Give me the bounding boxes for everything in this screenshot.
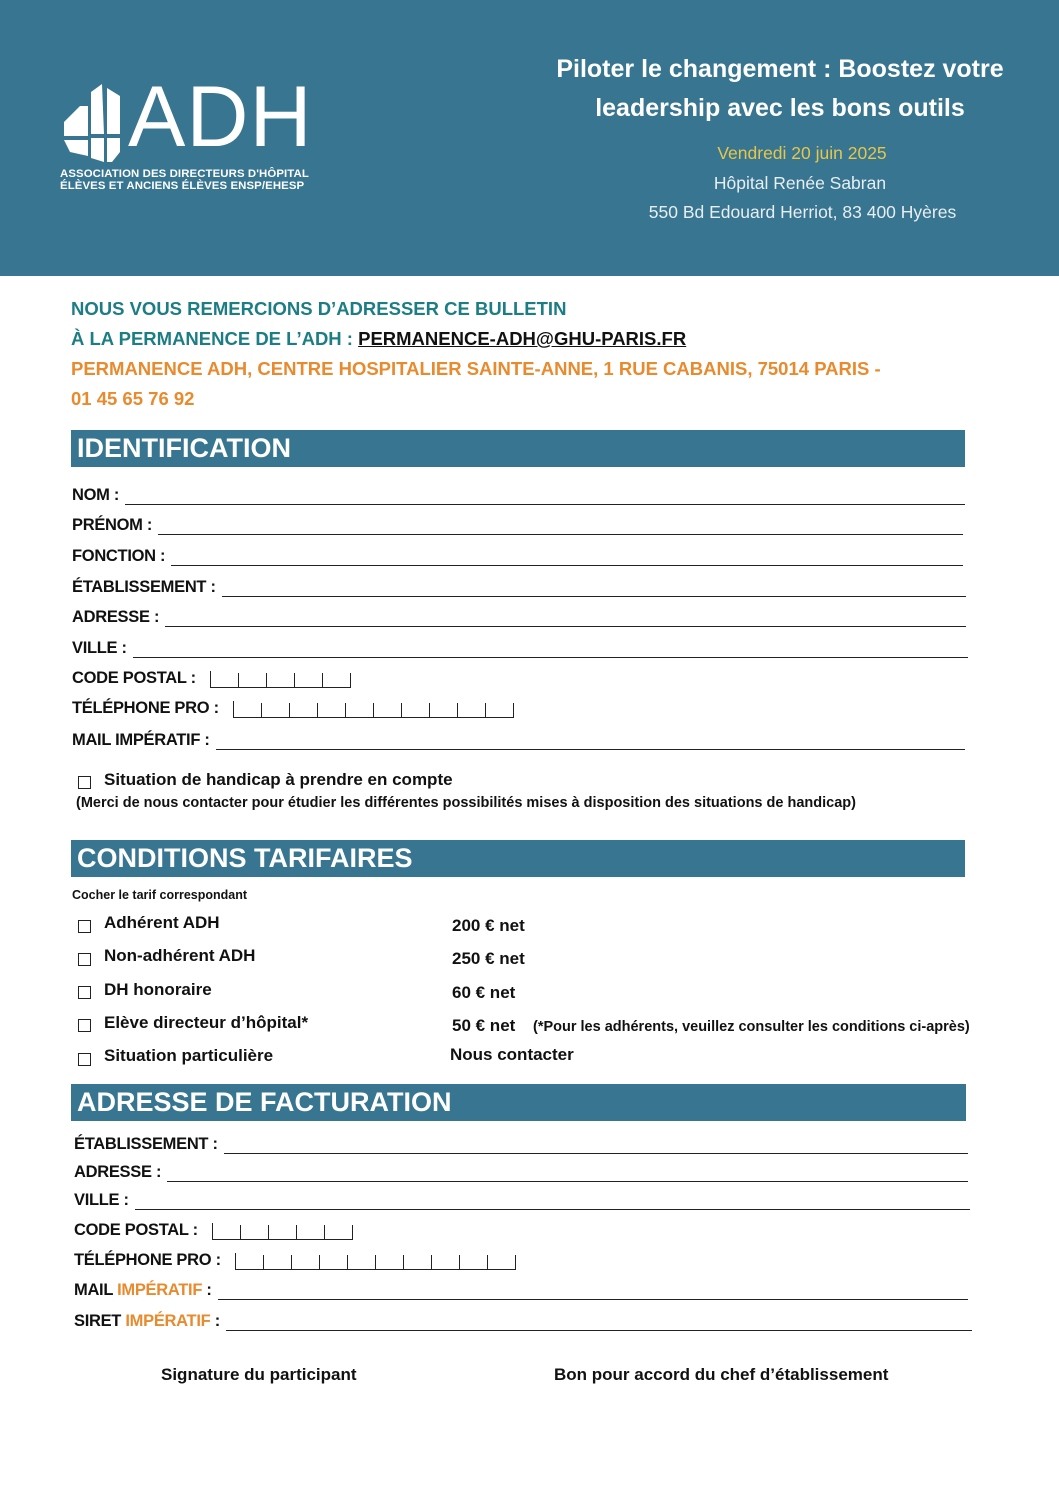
handicap-checkbox[interactable] xyxy=(78,776,91,789)
ville-field[interactable] xyxy=(72,636,968,658)
etablissement-field[interactable] xyxy=(72,575,966,597)
fact-mail-field[interactable] xyxy=(74,1278,968,1300)
fact-telephone-label: TÉLÉPHONE PRO : xyxy=(74,1251,221,1269)
tarif-checkbox-non-adherent[interactable] xyxy=(78,953,91,966)
mail-field[interactable] xyxy=(72,728,965,750)
tarif-price-eleve: 50 € net xyxy=(452,1016,516,1035)
ville-label: VILLE : xyxy=(72,639,127,657)
ville-line[interactable] xyxy=(133,643,968,658)
fact-telephone-boxes[interactable] xyxy=(235,1253,516,1270)
tarif-checkbox-eleve[interactable] xyxy=(78,1019,91,1032)
event-title-line1: Piloter le changement : Boostez votre xyxy=(556,55,1004,83)
logo-subtitle xyxy=(60,168,309,192)
nom-field[interactable] xyxy=(72,483,965,505)
fonction-field[interactable] xyxy=(72,544,963,566)
etablissement-line[interactable] xyxy=(222,582,966,597)
event-date: Vendredi 20 juin 2025 xyxy=(717,143,887,163)
fact-adresse-field[interactable] xyxy=(74,1160,968,1182)
logo-subtitle-line1: ASSOCIATION DES DIRECTEURS D'HÔPITAL xyxy=(60,168,309,180)
fact-telephone-field[interactable] xyxy=(74,1248,516,1270)
logo-subtitle-line2: ÉLÈVES ET ANCIENS ÉLÈVES ENSP/EHESP xyxy=(60,180,305,192)
intro-line2 xyxy=(71,328,686,350)
identification-heading: IDENTIFICATION xyxy=(71,430,965,467)
fact-adresse-line[interactable] xyxy=(167,1167,968,1182)
handicap-label: Situation de handicap à prendre en compte xyxy=(104,770,453,789)
fact-code-postal-boxes[interactable] xyxy=(212,1223,353,1240)
tarif-footnote: (*Pour les adhérents, veuillez consulter les conditions ci-après) xyxy=(533,1019,970,1035)
fact-mail-prefix: MAIL xyxy=(74,1281,113,1299)
code-postal-label: CODE POSTAL : xyxy=(72,669,196,687)
tarif-label-non-adherent: Non-adhérent ADH xyxy=(104,946,256,965)
facturation-heading: ADRESSE DE FACTURATION xyxy=(71,1084,966,1121)
fact-code-postal-label: CODE POSTAL : xyxy=(74,1221,198,1239)
tarif-label-eleve: Elève directeur d’hôpital* xyxy=(104,1013,309,1032)
fact-code-postal-field[interactable] xyxy=(74,1218,353,1240)
intro-line3: PERMANENCE ADH, CENTRE HOSPITALIER SAINTE-ANNE, 1 RUE CABANIS, 75014 PARIS - xyxy=(71,358,881,379)
event-place: Hôpital Renée Sabran xyxy=(713,173,887,193)
prenom-field[interactable] xyxy=(72,513,963,535)
fact-siret-label xyxy=(74,1312,220,1331)
intro-line2-prefix: À LA PERMANENCE DE L’ADH : xyxy=(71,328,359,349)
nom-line[interactable] xyxy=(125,490,965,505)
tarif-price-adherent: 200 € net xyxy=(452,916,525,935)
adresse-field[interactable] xyxy=(72,605,966,627)
fact-siret-field[interactable] xyxy=(74,1309,972,1331)
logo-wordmark: ADH xyxy=(128,69,313,165)
fact-mail-imperatif: IMPÉRATIF xyxy=(117,1281,203,1299)
tarif-checkbox-honoraire[interactable] xyxy=(78,986,91,999)
intro-line1: NOUS VOUS REMERCIONS D’ADRESSER CE BULLETIN xyxy=(71,298,567,319)
mail-label: MAIL IMPÉRATIF : xyxy=(72,731,210,749)
prenom-line[interactable] xyxy=(158,520,963,535)
fact-adresse-label: ADRESSE : xyxy=(74,1163,162,1181)
nom-label: NOM : xyxy=(72,486,120,504)
permanence-email-link[interactable]: PERMANENCE-ADH@GHU-PARIS.FR xyxy=(358,328,687,349)
tarif-label-honoraire: DH honoraire xyxy=(104,980,212,999)
fact-siret-colon: : xyxy=(214,1312,220,1330)
fact-etablissement-label: ÉTABLISSEMENT : xyxy=(74,1135,218,1153)
tarif-price-honoraire: 60 € net xyxy=(452,983,516,1002)
tarif-checkbox-adherent[interactable] xyxy=(78,920,91,933)
fact-siret-imperatif: IMPÉRATIF xyxy=(125,1312,211,1330)
tarifs-instruction: Cocher le tarif correspondant xyxy=(72,888,248,902)
telephone-label: TÉLÉPHONE PRO : xyxy=(72,699,219,717)
etablissement-label: ÉTABLISSEMENT : xyxy=(72,578,216,596)
fact-ville-label: VILLE : xyxy=(74,1191,129,1209)
telephone-boxes[interactable] xyxy=(233,701,514,718)
tarif-label-adherent: Adhérent ADH xyxy=(104,913,220,932)
adresse-line[interactable] xyxy=(165,612,966,627)
signature-chef: Bon pour accord du chef d’établissement xyxy=(554,1365,889,1384)
fact-siret-prefix: SIRET xyxy=(74,1312,122,1330)
signature-participant: Signature du participant xyxy=(161,1365,357,1384)
header-banner xyxy=(0,0,1059,276)
tarif-checkbox-particuliere[interactable] xyxy=(78,1053,91,1066)
fact-ville-field[interactable] xyxy=(74,1188,970,1210)
adresse-label: ADRESSE : xyxy=(72,608,160,626)
code-postal-boxes[interactable] xyxy=(210,671,351,688)
fact-etablissement-line[interactable] xyxy=(224,1139,968,1154)
fonction-label: FONCTION : xyxy=(72,547,166,565)
telephone-field[interactable] xyxy=(72,696,514,718)
tarif-price-particuliere: Nous contacter xyxy=(450,1045,574,1064)
tarif-price-non-adherent: 250 € net xyxy=(452,949,525,968)
fonction-line[interactable] xyxy=(171,551,963,566)
event-title-line2: leadership avec les bons outils xyxy=(595,94,965,122)
event-title xyxy=(520,50,1040,128)
fact-mail-line[interactable] xyxy=(218,1285,968,1300)
fact-ville-line[interactable] xyxy=(135,1195,970,1210)
intro-line4: 01 45 65 76 92 xyxy=(71,388,195,409)
prenom-label: PRÉNOM : xyxy=(72,516,153,534)
tarifs-heading: CONDITIONS TARIFAIRES xyxy=(71,840,965,877)
event-address: 550 Bd Edouard Herriot, 83 400 Hyères xyxy=(648,202,957,222)
tarif-label-particuliere: Situation particulière xyxy=(104,1046,274,1065)
fact-mail-colon: : xyxy=(206,1281,212,1299)
fact-etablissement-field[interactable] xyxy=(74,1132,968,1154)
code-postal-field[interactable] xyxy=(72,666,351,688)
fact-siret-line[interactable] xyxy=(226,1316,972,1331)
handicap-note: (Merci de nous contacter pour étudier les différentes possibilités mises à disposition des situations de handicap) xyxy=(76,795,856,811)
mail-line[interactable] xyxy=(216,735,965,750)
fact-mail-label xyxy=(74,1281,212,1300)
